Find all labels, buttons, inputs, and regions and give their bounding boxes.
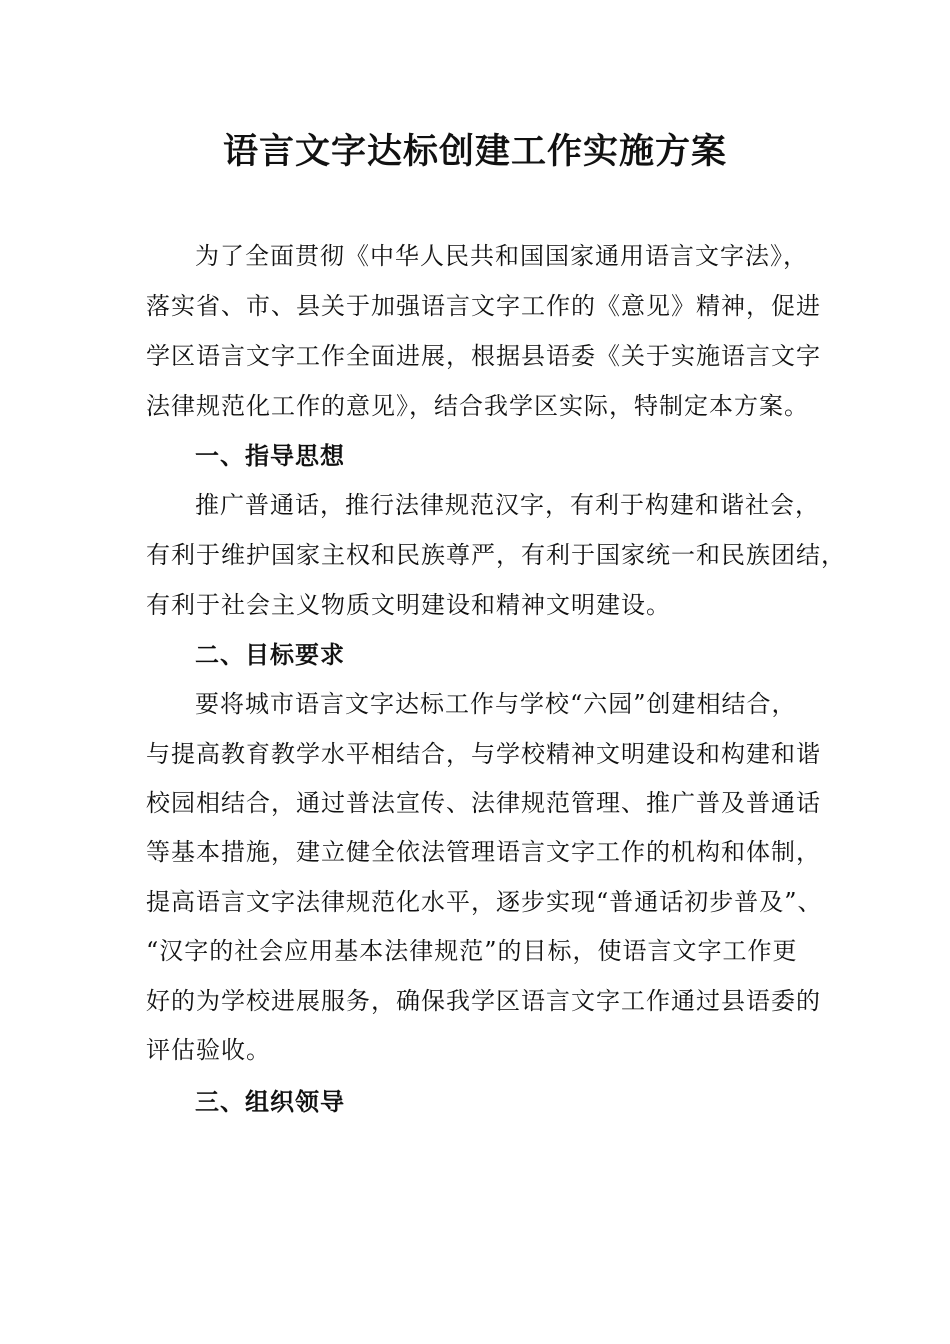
paragraph-line: 推广普通话，推行法律规范汉字，有利于构建和谐社会，: [195, 491, 820, 519]
paragraph-line: 落实省、市、县关于加强语言文字工作的《意见》精神，促进: [146, 292, 821, 320]
section-heading: 二、目标要求: [195, 640, 345, 669]
paragraph-line: 为了全面贯彻《中华人民共和国国家通用语言文字法》，: [195, 242, 808, 270]
paragraph-line: 有利于社会主义物质文明建设和精神文明建设。: [146, 591, 671, 619]
paragraph-line: 提高语言文字法律规范化水平，逐步实现“普通话初步普及”、: [146, 888, 823, 916]
section-heading: 一、指导思想: [195, 441, 345, 470]
section-heading: 三、组织领导: [195, 1087, 345, 1116]
paragraph-line: 法律规范化工作的意见》，结合我学区实际，特制定本方案。: [146, 392, 809, 420]
document-title: 语言文字达标创建工作实施方案: [222, 131, 727, 172]
paragraph-line: “汉字的社会应用基本法律规范”的目标，使语言文字工作更: [146, 937, 798, 965]
paragraph-line: 要将城市语言文字达标工作与学校“六园”创建相结合，: [195, 690, 797, 718]
paragraph-line: 评估验收。: [146, 1036, 271, 1064]
paragraph-line: 好的为学校进展服务，确保我学区语言文字工作通过县语委的: [146, 987, 821, 1015]
paragraph-line: 校园相结合，通过普法宣传、法律规范管理、推广普及普通话: [146, 789, 821, 817]
paragraph-line: 等基本措施，建立健全依法管理语言文字工作的机构和体制，: [146, 838, 821, 866]
paragraph-line: 与提高教育教学水平相结合，与学校精神文明建设和构建和谐: [146, 740, 821, 768]
paragraph-line: 有利于维护国家主权和民族尊严，有利于国家统一和民族团结，: [146, 541, 846, 569]
paragraph-line: 学区语言文字工作全面进展，根据县语委《关于实施语言文字: [146, 342, 821, 370]
